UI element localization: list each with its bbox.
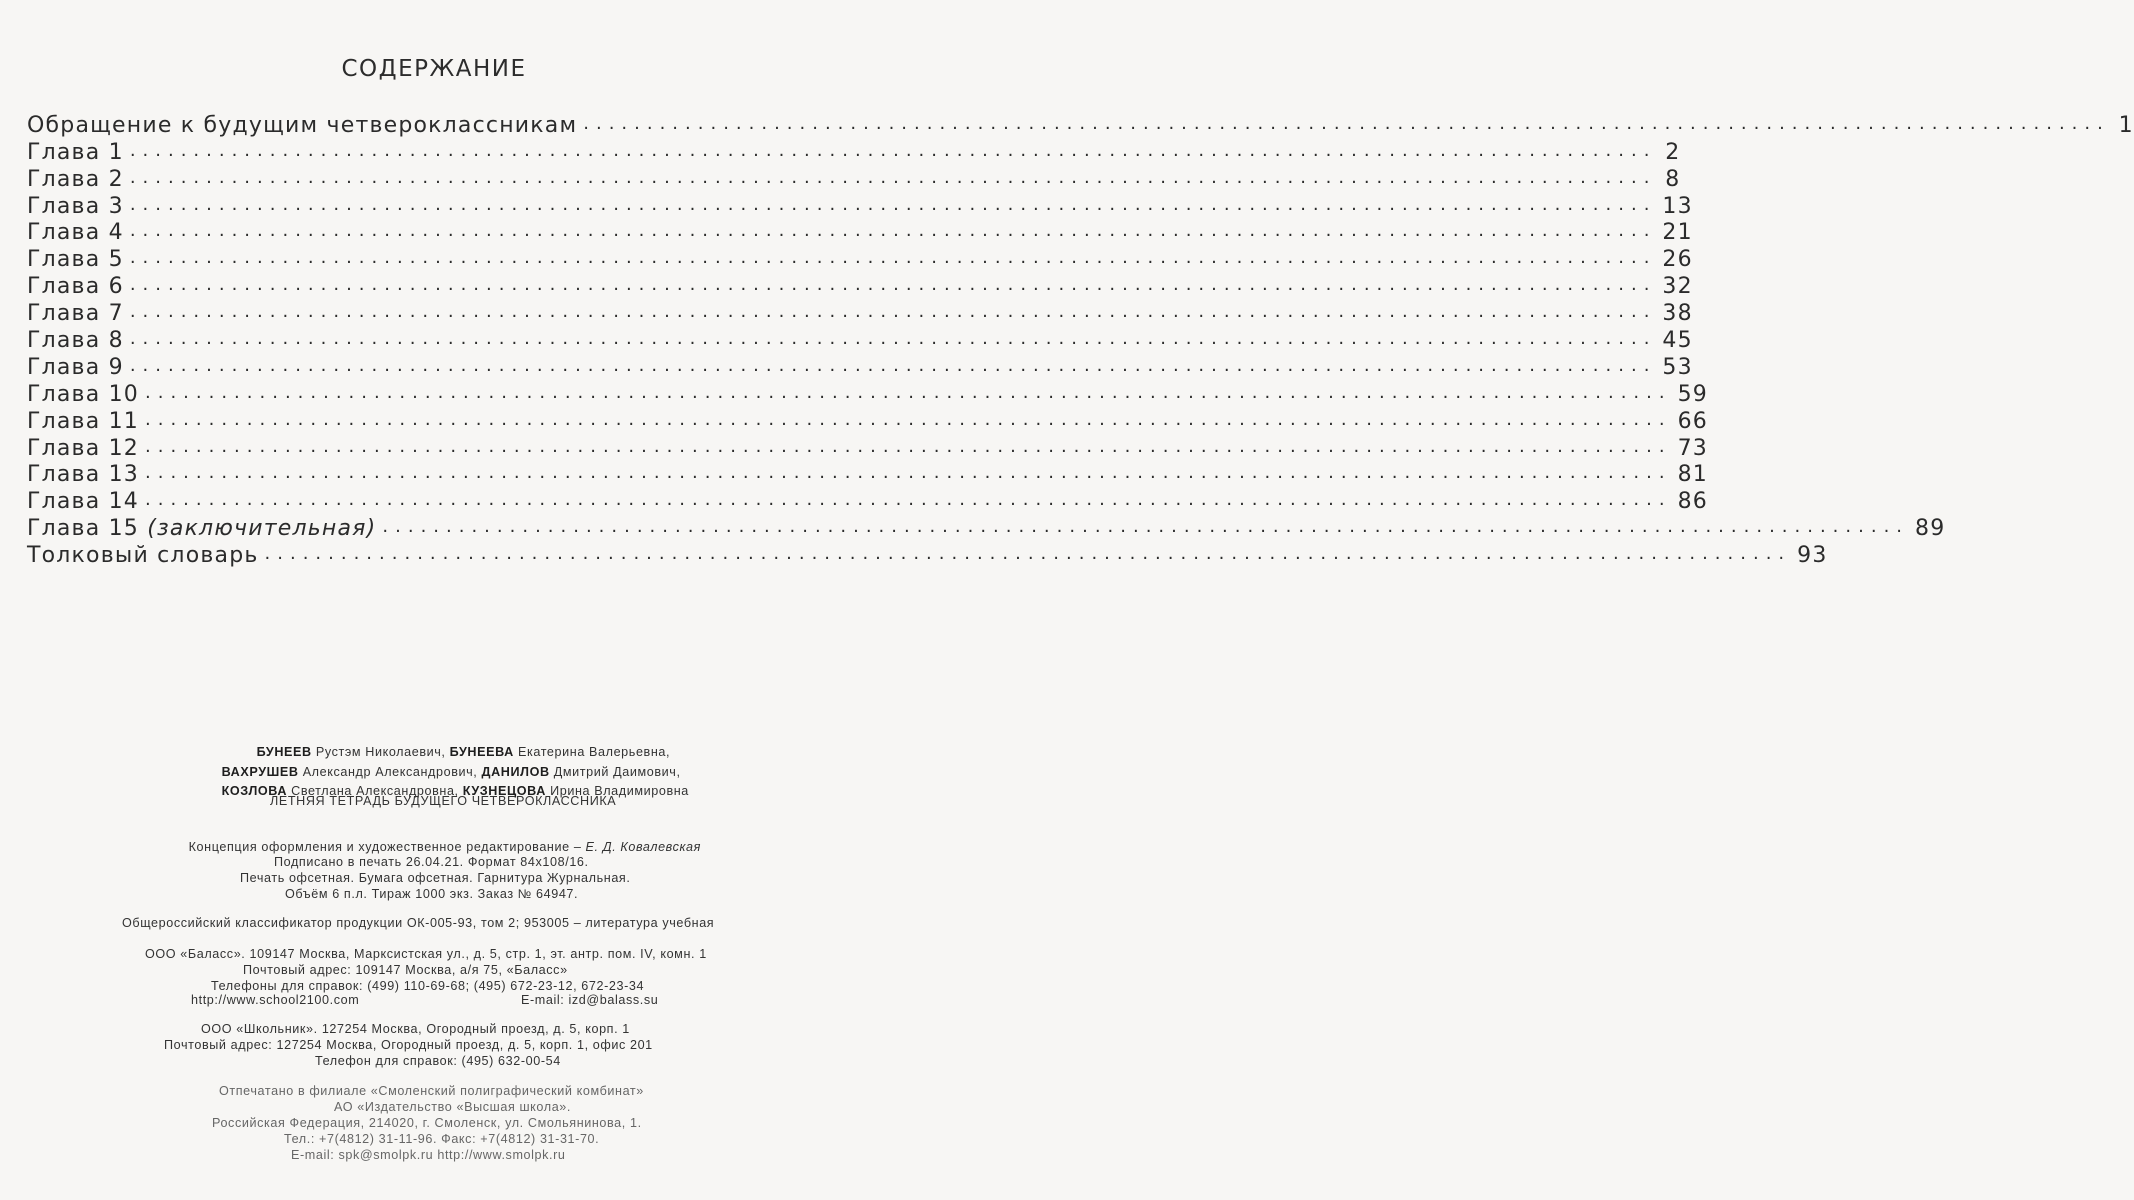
toc-leader-dots: ........................................................................................................................ [583,112,2110,134]
toc-page-number: 2 [1665,139,1681,165]
toc-entry [27,111,2134,138]
toc-entry-title: Толковый словарь [27,543,259,569]
toc-entry [27,380,1709,407]
toc-entry-label [27,382,139,407]
toc-page-number: 53 [1662,354,1693,380]
toc-entry-title: Глава 13 [27,462,139,488]
author-surname: КОЗЛОВА [221,783,288,798]
toc-entry-title: Глава 12 [27,435,139,461]
toc-leader-dots: ........................................................................................................................ [145,381,1672,403]
toc-entry-title: Глава 9 [27,354,124,380]
toc-entry [27,461,1709,488]
toc-page-number: 45 [1662,328,1693,354]
classifier-line: Общероссийский классификатор продукции ОК-005-93, том 2; 953005 – литература учебная [122,916,715,930]
author-surname: БУНЕЕВ [256,744,312,759]
toc-entry-title: Глава 1 [27,139,124,165]
toc-entry [27,299,1693,327]
toc-leader-dots: ........................................................................................................................ [129,354,1657,376]
toc-page-number: 86 [1677,489,1709,515]
toc-entry [27,272,1693,300]
toc-entry-title: Глава 4 [27,220,124,246]
toc-leader-dots: ........................................................................................................................ [382,516,1910,538]
toc-entry-suffix: (заключительная) [147,516,377,542]
toc-leader-dots: ........................................................................................................................ [129,166,1657,188]
toc-leader-dots: ........................................................................................................................ [129,274,1657,296]
toc-entry [27,326,1693,354]
toc-entry-label [27,516,376,541]
toc-page-number: 66 [1677,408,1709,434]
toc-entry-label [27,140,124,165]
toc-page-number: 21 [1662,220,1693,246]
toc-heading: СОДЕРЖАНИЕ [341,56,527,82]
toc-entry-label [27,355,124,380]
balass-postal: Почтовый адрес: 109147 Москва, а/я 75, «Баласс» [243,963,568,977]
toc-leader-dots: ........................................................................................................................ [145,462,1672,484]
shkolnik-address: ООО «Школьник». 127254 Москва, Огородный проезд, д. 5, корп. 1 [201,1022,630,1036]
author-name: Светлана Александровна, [291,783,459,798]
toc-entry-label [27,220,124,245]
toc-leader-dots: ........................................................................................................................ [264,543,1792,565]
printer-line: Отпечатано в филиале «Смоленский полиграфический комбинат» [219,1084,644,1098]
design-credit-name: Е. Д. Ковалевская [585,839,701,854]
toc-entry-label [27,436,139,461]
toc-entry-title: Глава 11 [27,408,139,434]
toc-entry-label [27,301,124,326]
book-title: ЛЕТНЯЯ ТЕТРАДЬ БУДУЩЕГО ЧЕТВЕРОКЛАССНИКА [270,794,617,808]
author-name: Александр Александрович, [302,764,478,779]
toc-entry-title: Глава 2 [27,166,124,192]
toc-entry-label [27,489,139,514]
toc-entry-title: Глава 5 [27,247,124,273]
printer-line: E-mail: spk@smolpk.ru http://www.smolpk.ru [291,1148,566,1162]
printer-line: АО «Издательство «Высшая школа». [334,1100,572,1114]
toc-page-number: 8 [1665,166,1681,192]
toc-leader-dots: ........................................................................................................................ [129,193,1657,215]
toc-leader-dots: ........................................................................................................................ [129,328,1657,350]
author-surname: ВАХРУШЕВ [221,764,299,779]
toc-entry [27,138,1681,165]
author-name: Ирина Владимировна [550,783,689,798]
shkolnik-phone: Телефон для справок: (495) 632-00-54 [315,1054,561,1068]
toc-entry-label [27,328,124,353]
toc-page-number: 26 [1662,247,1693,273]
toc-page-number: 59 [1677,381,1709,407]
table-of-contents [27,111,2134,569]
toc-entry-label [27,167,124,192]
balass-email: E-mail: izd@balass.su [521,993,659,1007]
toc-leader-dots: ........................................................................................................................ [129,139,1657,161]
print-info-line: Печать офсетная. Бумага офсетная. Гарнитура Журнальная. [240,871,631,885]
toc-entry-label [27,543,259,568]
toc-entry-title: Обращение к будущим четвероклассникам [27,112,578,138]
toc-entry [27,434,1709,461]
toc-entry-title: Глава 7 [27,301,124,327]
toc-entry-title: Глава 6 [27,274,124,300]
toc-page-number: 89 [1915,516,1946,542]
toc-page-number: 32 [1662,274,1693,300]
toc-entry [27,353,1693,380]
toc-page-number: 73 [1677,435,1709,461]
author-surname: БУНЕЕВА [449,744,514,759]
toc-page-number: 81 [1677,462,1709,488]
balass-website: http://www.school2100.com [191,993,360,1007]
toc-entry [27,245,1693,273]
toc-entry-title: Глава 14 [27,489,139,515]
toc-entry-label [27,409,139,434]
toc-leader-dots: ........................................................................................................................ [145,408,1672,430]
toc-entry [27,407,1709,434]
toc-page-number: 93 [1797,543,1828,569]
toc-entry [27,192,1693,219]
toc-leader-dots: ........................................................................................................................ [129,301,1657,323]
toc-entry-title: Глава 10 [27,381,139,407]
toc-entry-title: Глава 8 [27,328,124,354]
toc-entry [27,219,1693,246]
toc-entry [27,487,1709,515]
toc-entry-label [27,462,139,487]
toc-page-number: 38 [1662,301,1693,327]
printer-line: Тел.: +7(4812) 31-11-96. Факс: +7(4812) 31-31-70. [284,1132,600,1146]
author-name: Екатерина Валерьевна, [517,744,671,759]
print-info-line: Подписано в печать 26.04.21. Формат 84х108/16. [274,855,589,869]
toc-entry-label [27,194,124,219]
author-surname: КУЗНЕЦОВА [462,783,546,798]
toc-leader-dots: ........................................................................................................................ [129,247,1657,269]
author-name: Рустэм Николаевич, [315,744,446,759]
printer-line: Российская Федерация, 214020, г. Смоленск, ул. Смольянинова, 1. [212,1116,642,1130]
design-credit-prefix: Концепция оформления и художественное редактирование – [188,839,582,854]
author-name: Дмитрий Даимович, [553,764,681,779]
balass-address: ООО «Баласс». 109147 Москва, Марксистская ул., д. 5, стр. 1, эт. антр. пом. IV, комн. 1 [145,947,707,961]
shkolnik-postal: Почтовый адрес: 127254 Москва, Огородный проезд, д. 5, корп. 1, офис 201 [164,1038,653,1052]
balass-phones: Телефоны для справок: (499) 110-69-68; (495) 672-23-12, 672-23-34 [211,979,645,993]
toc-page-number: 1 [2118,112,2134,138]
toc-leader-dots: ........................................................................................................................ [145,489,1672,511]
toc-leader-dots: ........................................................................................................................ [129,220,1657,242]
toc-entry [27,541,1828,569]
toc-entry [27,514,1946,542]
print-info-line: Объём 6 п.л. Тираж 1000 экз. Заказ № 64947. [285,887,579,901]
toc-entry-label [27,247,124,272]
author-surname: ДАНИЛОВ [481,764,550,779]
toc-entry-label [27,274,124,299]
toc-entry-title: Глава 15 [27,516,139,542]
toc-leader-dots: ........................................................................................................................ [145,435,1672,457]
toc-entry [27,165,1681,192]
toc-entry-label [27,113,577,138]
toc-page-number: 13 [1662,193,1693,219]
toc-entry-title: Глава 3 [27,193,124,219]
